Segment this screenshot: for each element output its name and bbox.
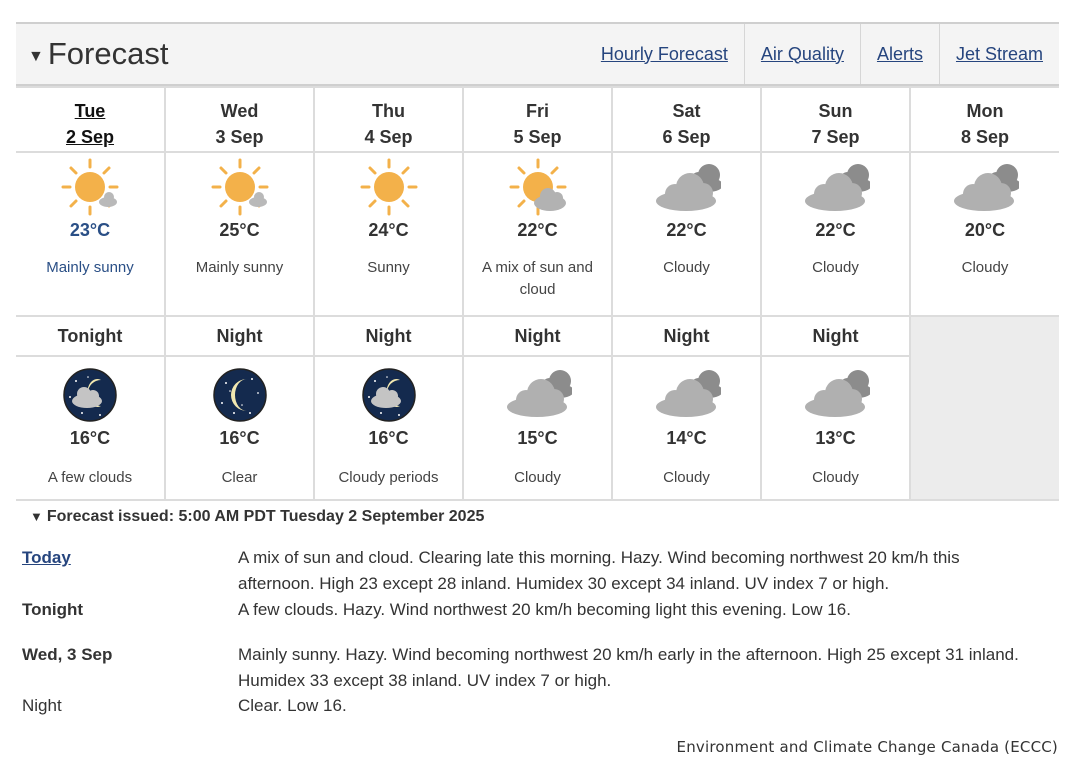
cloud-icon — [802, 363, 870, 425]
day-header-tue[interactable] — [16, 87, 165, 152]
day-name: Wed — [220, 101, 259, 121]
forecast-issued-toggle[interactable] — [30, 508, 484, 526]
night-header-wed: Night — [165, 316, 314, 356]
sun-icon — [355, 157, 423, 217]
day-header-mon — [910, 87, 1059, 152]
day-header-thu — [314, 87, 463, 152]
day-date: 6 Sep — [662, 127, 711, 147]
night-temp: 14°C — [666, 428, 707, 448]
jet-stream-link[interactable]: Jet Stream — [939, 24, 1059, 84]
night-forecast-wed — [165, 356, 314, 500]
day-condition: Cloudy — [961, 259, 1009, 276]
night-header-thu: Night — [314, 316, 463, 356]
day-condition: Sunny — [367, 259, 410, 276]
night-forecast-sun — [761, 356, 910, 500]
detail-label: Wed, 3 Sep — [22, 645, 113, 664]
forecast-grid — [16, 86, 1059, 501]
sunny-cloud-icon — [56, 157, 124, 217]
forecast-links — [585, 24, 1059, 84]
day-forecast-sun — [761, 152, 910, 316]
night-temp: 15°C — [517, 428, 558, 448]
detail-label: Night — [22, 696, 62, 715]
day-date: 8 Sep — [960, 127, 1010, 147]
night-header-sat: Night — [612, 316, 761, 356]
night-condition: Cloudy — [663, 469, 710, 486]
detail-text: A few clouds. Hazy. Wind northwest 20 km/h becoming light this evening. Low 16. — [238, 600, 851, 619]
forecast-title-text: Forecast — [47, 36, 169, 71]
day-date[interactable]: 2 Sep — [65, 127, 115, 147]
detail-label: Tonight — [22, 600, 84, 619]
detail-text: Mainly sunny. Hazy. Wind becoming northwest 20 km/h early in the afternoon. High 25 except 31 inland. Humidex 33 except 38 inland. UV index 7 or high. — [238, 645, 1019, 690]
night-condition: A few clouds — [47, 469, 133, 486]
day-forecast-fri — [463, 152, 612, 316]
day-condition: Mainly sunny — [46, 259, 134, 276]
forecast-header — [16, 24, 1059, 86]
day-name: Fri — [525, 101, 549, 121]
night-forecast-sat — [612, 356, 761, 500]
hourly-forecast-link[interactable]: Hourly Forecast — [600, 43, 728, 64]
day-date: 3 Sep — [215, 127, 264, 147]
night-condition: Clear — [221, 469, 258, 486]
night-header-fri: Night — [463, 316, 612, 356]
moon-cloud-icon — [56, 363, 124, 425]
forecast-panel — [16, 22, 1059, 501]
detail-text: A mix of sun and cloud. Clearing late this morning. Hazy. Wind becoming northwest 20 km/h this afternoon. High 23 except 28 inland. Humidex 30 except 34 inland. UV index 7 or high. — [238, 548, 960, 593]
night-temp: 16°C — [368, 428, 409, 448]
day-name: Sun — [818, 101, 853, 121]
day-condition: Cloudy — [812, 259, 859, 276]
night-forecast-fri — [463, 356, 612, 500]
collapse-triangle-icon[interactable]: ▼ — [30, 509, 43, 524]
day-forecast-tue — [16, 152, 165, 316]
cloud-icon — [951, 157, 1019, 217]
day-header-sat — [612, 87, 761, 152]
day-name: Mon — [966, 101, 1004, 121]
day-condition: Mainly sunny — [195, 259, 284, 276]
day-temp: 23°C — [69, 220, 111, 240]
night-header-tonight: Tonight — [16, 316, 165, 356]
detail-row-today — [22, 545, 1032, 597]
forecast-issued-text: Forecast issued: 5:00 AM PDT Tuesday 2 September 2025 — [46, 508, 485, 525]
day-header-row — [16, 87, 1059, 152]
night-empty-cell — [910, 316, 1059, 500]
day-temp: 22°C — [815, 220, 856, 240]
night-temp: 13°C — [815, 428, 856, 448]
night-forecast-tonight — [16, 356, 165, 500]
day-temp: 20°C — [964, 220, 1006, 240]
detail-label-today-link[interactable]: Today — [22, 548, 71, 567]
collapse-caret-icon[interactable]: ▼ — [28, 48, 44, 65]
day-temp: 24°C — [368, 220, 409, 240]
day-name: Sat — [672, 101, 701, 121]
moon-cloud-icon — [355, 363, 423, 425]
night-temp: 16°C — [219, 428, 260, 448]
day-forecast-sat — [612, 152, 761, 316]
cloud-icon — [802, 157, 870, 217]
day-name[interactable]: Tue — [74, 101, 106, 121]
day-forecast-wed — [165, 152, 314, 316]
day-temp: 25°C — [219, 220, 260, 240]
day-temp: 22°C — [517, 220, 558, 240]
night-temp: 16°C — [69, 428, 111, 448]
detail-row-tonight — [22, 597, 1032, 623]
sun-cloud-icon — [504, 157, 572, 217]
day-forecast-row — [16, 152, 1059, 316]
air-quality-link[interactable]: Air Quality — [744, 24, 860, 84]
day-date: 7 Sep — [811, 127, 860, 147]
forecast-title[interactable] — [16, 36, 168, 72]
night-header-row — [16, 316, 1059, 356]
detail-row-wed-night — [22, 693, 1032, 719]
day-name: Thu — [372, 101, 405, 121]
day-condition: A mix of sun and cloud — [482, 259, 593, 298]
day-condition: Cloudy — [663, 259, 710, 276]
alerts-link[interactable]: Alerts — [860, 24, 939, 84]
cloud-icon — [653, 157, 721, 217]
cloud-icon — [504, 363, 572, 425]
cloud-icon — [653, 363, 721, 425]
detail-row-wed — [22, 642, 1032, 694]
day-forecast-mon — [910, 152, 1059, 316]
sunny-cloud-icon — [206, 157, 274, 217]
night-condition: Cloudy — [812, 469, 859, 486]
night-condition: Cloudy — [514, 469, 561, 486]
night-forecast-thu — [314, 356, 463, 500]
night-condition: Cloudy periods — [338, 469, 439, 486]
day-header-wed — [165, 87, 314, 152]
footer-credit: Environment and Climate Change Canada (ECCC) — [676, 738, 1058, 756]
day-date: 4 Sep — [364, 127, 413, 147]
night-forecast-row — [16, 356, 1059, 500]
day-date: 5 Sep — [513, 127, 562, 147]
day-header-fri — [463, 87, 612, 152]
day-temp: 22°C — [666, 220, 707, 240]
day-forecast-thu — [314, 152, 463, 316]
detail-text: Clear. Low 16. — [238, 696, 347, 715]
moon-icon — [206, 363, 274, 425]
night-header-sun: Night — [761, 316, 910, 356]
day-header-sun — [761, 87, 910, 152]
